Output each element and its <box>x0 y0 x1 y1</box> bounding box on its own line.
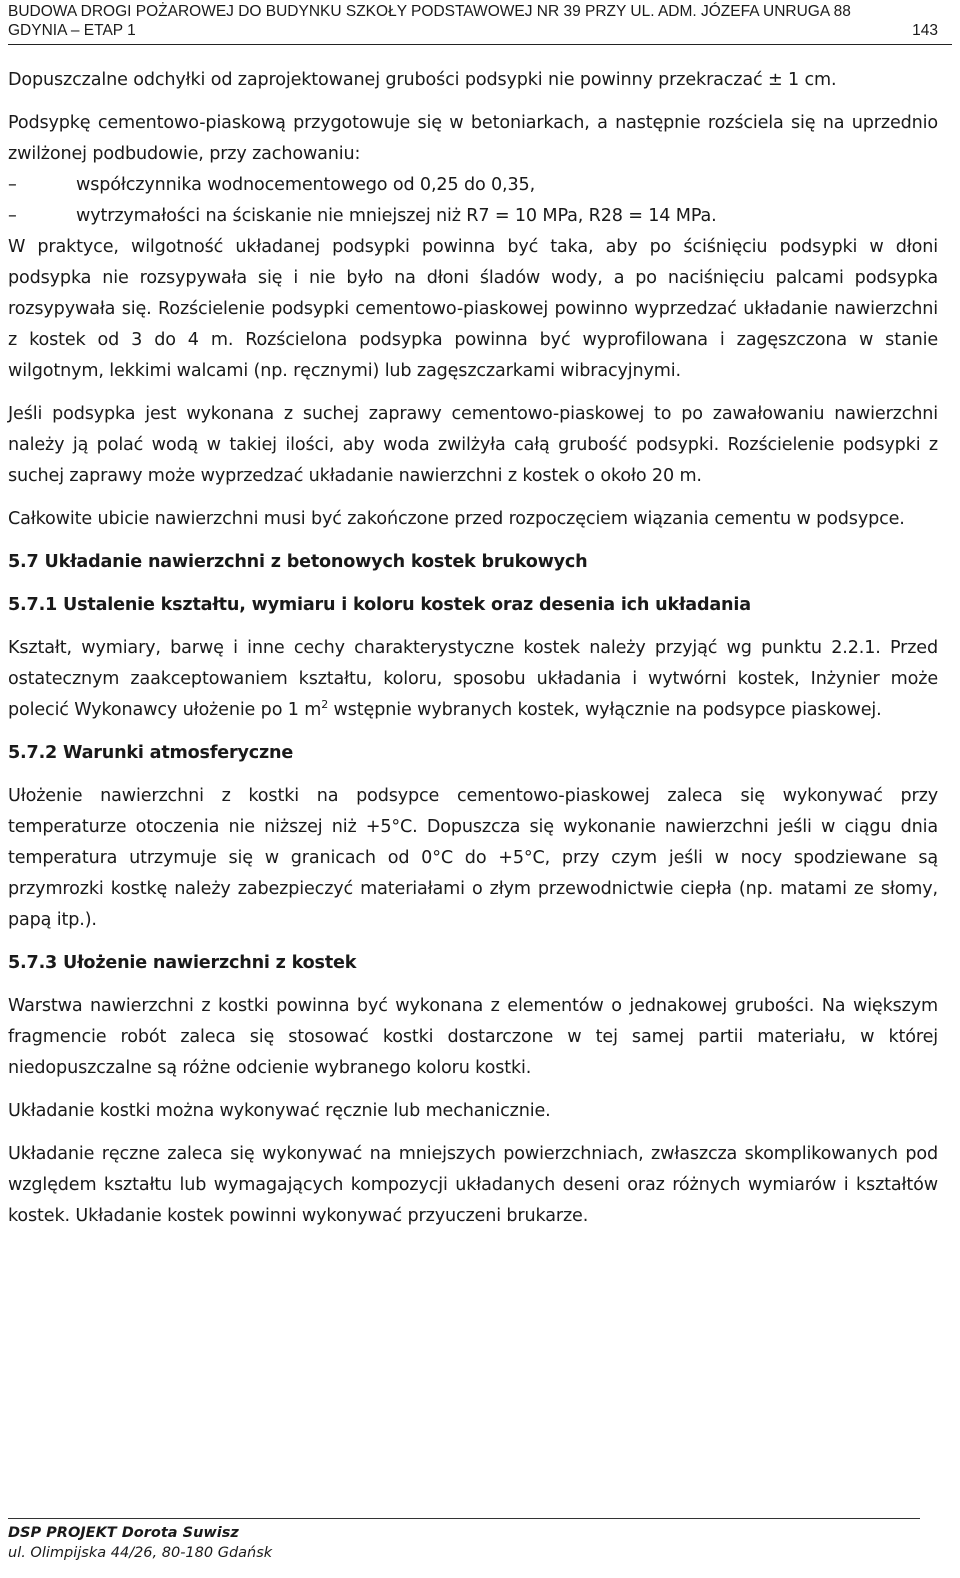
paragraph-shape-text-b: wstępnie wybranych kostek, wyłącznie na podsypce piaskowej. <box>328 700 882 720</box>
list-dash: – <box>8 175 17 195</box>
list-item <box>8 201 938 232</box>
paragraph-weather: Ułożenie nawierzchni z kostki na podsypce cementowo-piaskowej zaleca się wykonywać przy temperaturze otoczenia nie niższej niż +5°C. Dopuszcza się wykonanie nawierzchni jeśli w ciągu dnia temperatura utrzymuje się w granicach od 0°C do +5°C, przy czym jeśli w nocy spodziewane są przymrozki kostkę należy zabezpieczyć materiałami o złym przewodnictwie ciepła (np. matami ze słomy, papą itp.). <box>8 786 938 930</box>
paragraph-dry-mortar: Jeśli podsypka jest wykonana z suchej zaprawy cementowo-piaskowej to po zawałowaniu nawierzchni należy ją polać wodą w takiej ilości, aby woda zwilżyła całą grubość podsypki. Rozścielenie podsypki z suchej zaprawy może wyprzedzać układanie nawierzchni z kostek o około 20 m. <box>8 404 938 486</box>
footer-divider <box>8 1518 920 1519</box>
paragraph-shape-text-a: Kształt, wymiary, barwę i inne cechy charakterystyczne kostek należy przyjąć wg punktu 2.2.1. Przed ostatecznym zaakceptowaniem kształtu, koloru, sposobu układania i wytwórni kostek, Inżynier może polecić Wykonawcy ułożenie po 1 m <box>8 638 938 720</box>
document-page <box>8 0 952 1232</box>
paragraph-preparation: Podsypkę cementowo-piaskową przygotowuje się w betoniarkach, a następnie rozściela się na uprzednio zwilżonej podbudowie, przy zachowaniu: <box>8 113 938 164</box>
paragraph-shape <box>8 633 938 726</box>
list-item <box>8 170 938 201</box>
section-heading-5-7-2: 5.7.2 Warunki atmosferyczne <box>8 743 294 763</box>
requirements-list <box>8 170 938 232</box>
page-number: 143 <box>912 22 938 39</box>
header-subtitle: GDYNIA – ETAP 1 <box>8 22 136 39</box>
header-divider <box>8 44 952 45</box>
paragraph-tolerance: Dopuszczalne odchyłki od zaprojektowanej grubości podsypki nie powinny przekraczać ± 1 cm. <box>8 70 837 90</box>
paragraph-manual: Układanie ręczne zaleca się wykonywać na mniejszych powierzchniach, zwłaszcza skomplikowanych pod względem kształtu lub wymagających kompozycji układanych deseni oraz różnych wymiarów i kształtów kostek. Układanie kostek powinni wykonywać przyuczeni brukarze. <box>8 1144 938 1226</box>
footer-company: DSP PROJEKT Dorota Suwisz <box>8 1525 239 1541</box>
paragraph-compaction: Całkowite ubicie nawierzchni musi być zakończone przed rozpoczęciem wiązania cementu w podsypce. <box>8 509 905 529</box>
page-footer <box>8 1518 920 1563</box>
list-item-text: współczynnika wodnocementowego od 0,25 do 0,35, <box>76 175 536 195</box>
footer-address: ul. Olimpijska 44/26, 80-180 Gdańsk <box>8 1545 273 1561</box>
header-subline <box>8 21 952 40</box>
paragraph-moisture: W praktyce, wilgotność układanej podsypki powinna być taka, aby po ściśnięciu podsypki w dłoni podsypka nie rozsypywała się i nie było na dłoni śladów wody, a po naciśnięciu palcami podsypka rozsypywała się. Rozścielenie podsypki cementowo-piaskowej powinno wyprzedzać układanie nawierzchni z kostek od 3 do 4 m. Rozścielona podsypka powinna być wyprofilowana i zagęszczona w stanie wilgotnym, lekkimi walcami (np. ręcznymi) lub zagęszczarkami wibracyjnymi. <box>8 237 938 381</box>
section-heading-5-7-1: 5.7.1 Ustalenie kształtu, wymiaru i koloru kostek oraz desenia ich układania <box>8 595 751 615</box>
list-item-text: wytrzymałości na ściskanie nie mniejszej niż R7 = 10 MPa, R28 = 14 MPa. <box>76 206 717 226</box>
page-header <box>8 0 952 45</box>
header-title: BUDOWA DROGI POŻAROWEJ DO BUDYNKU SZKOŁY PODSTAWOWEJ NR 39 PRZY UL. ADM. JÓZEFA UNRUGA 88 <box>8 3 851 20</box>
list-dash: – <box>8 206 17 226</box>
superscript-2: 2 <box>321 698 329 712</box>
section-heading-5-7-3: 5.7.3 Ułożenie nawierzchni z kostek <box>8 953 357 973</box>
paragraph-layer: Warstwa nawierzchni z kostki powinna być wykonana z elementów o jednakowej grubości. Na większym fragmencie robót zaleca się stosować kostki dostarczone w tej samej partii materiału, w której niedopuszczalne są różne odcienie wybranego koloru kostki. <box>8 996 938 1078</box>
section-heading-5-7: 5.7 Układanie nawierzchni z betonowych kostek brukowych <box>8 552 588 572</box>
paragraph-method: Układanie kostki można wykonywać ręcznie lub mechanicznie. <box>8 1101 551 1121</box>
document-body <box>8 65 938 1232</box>
